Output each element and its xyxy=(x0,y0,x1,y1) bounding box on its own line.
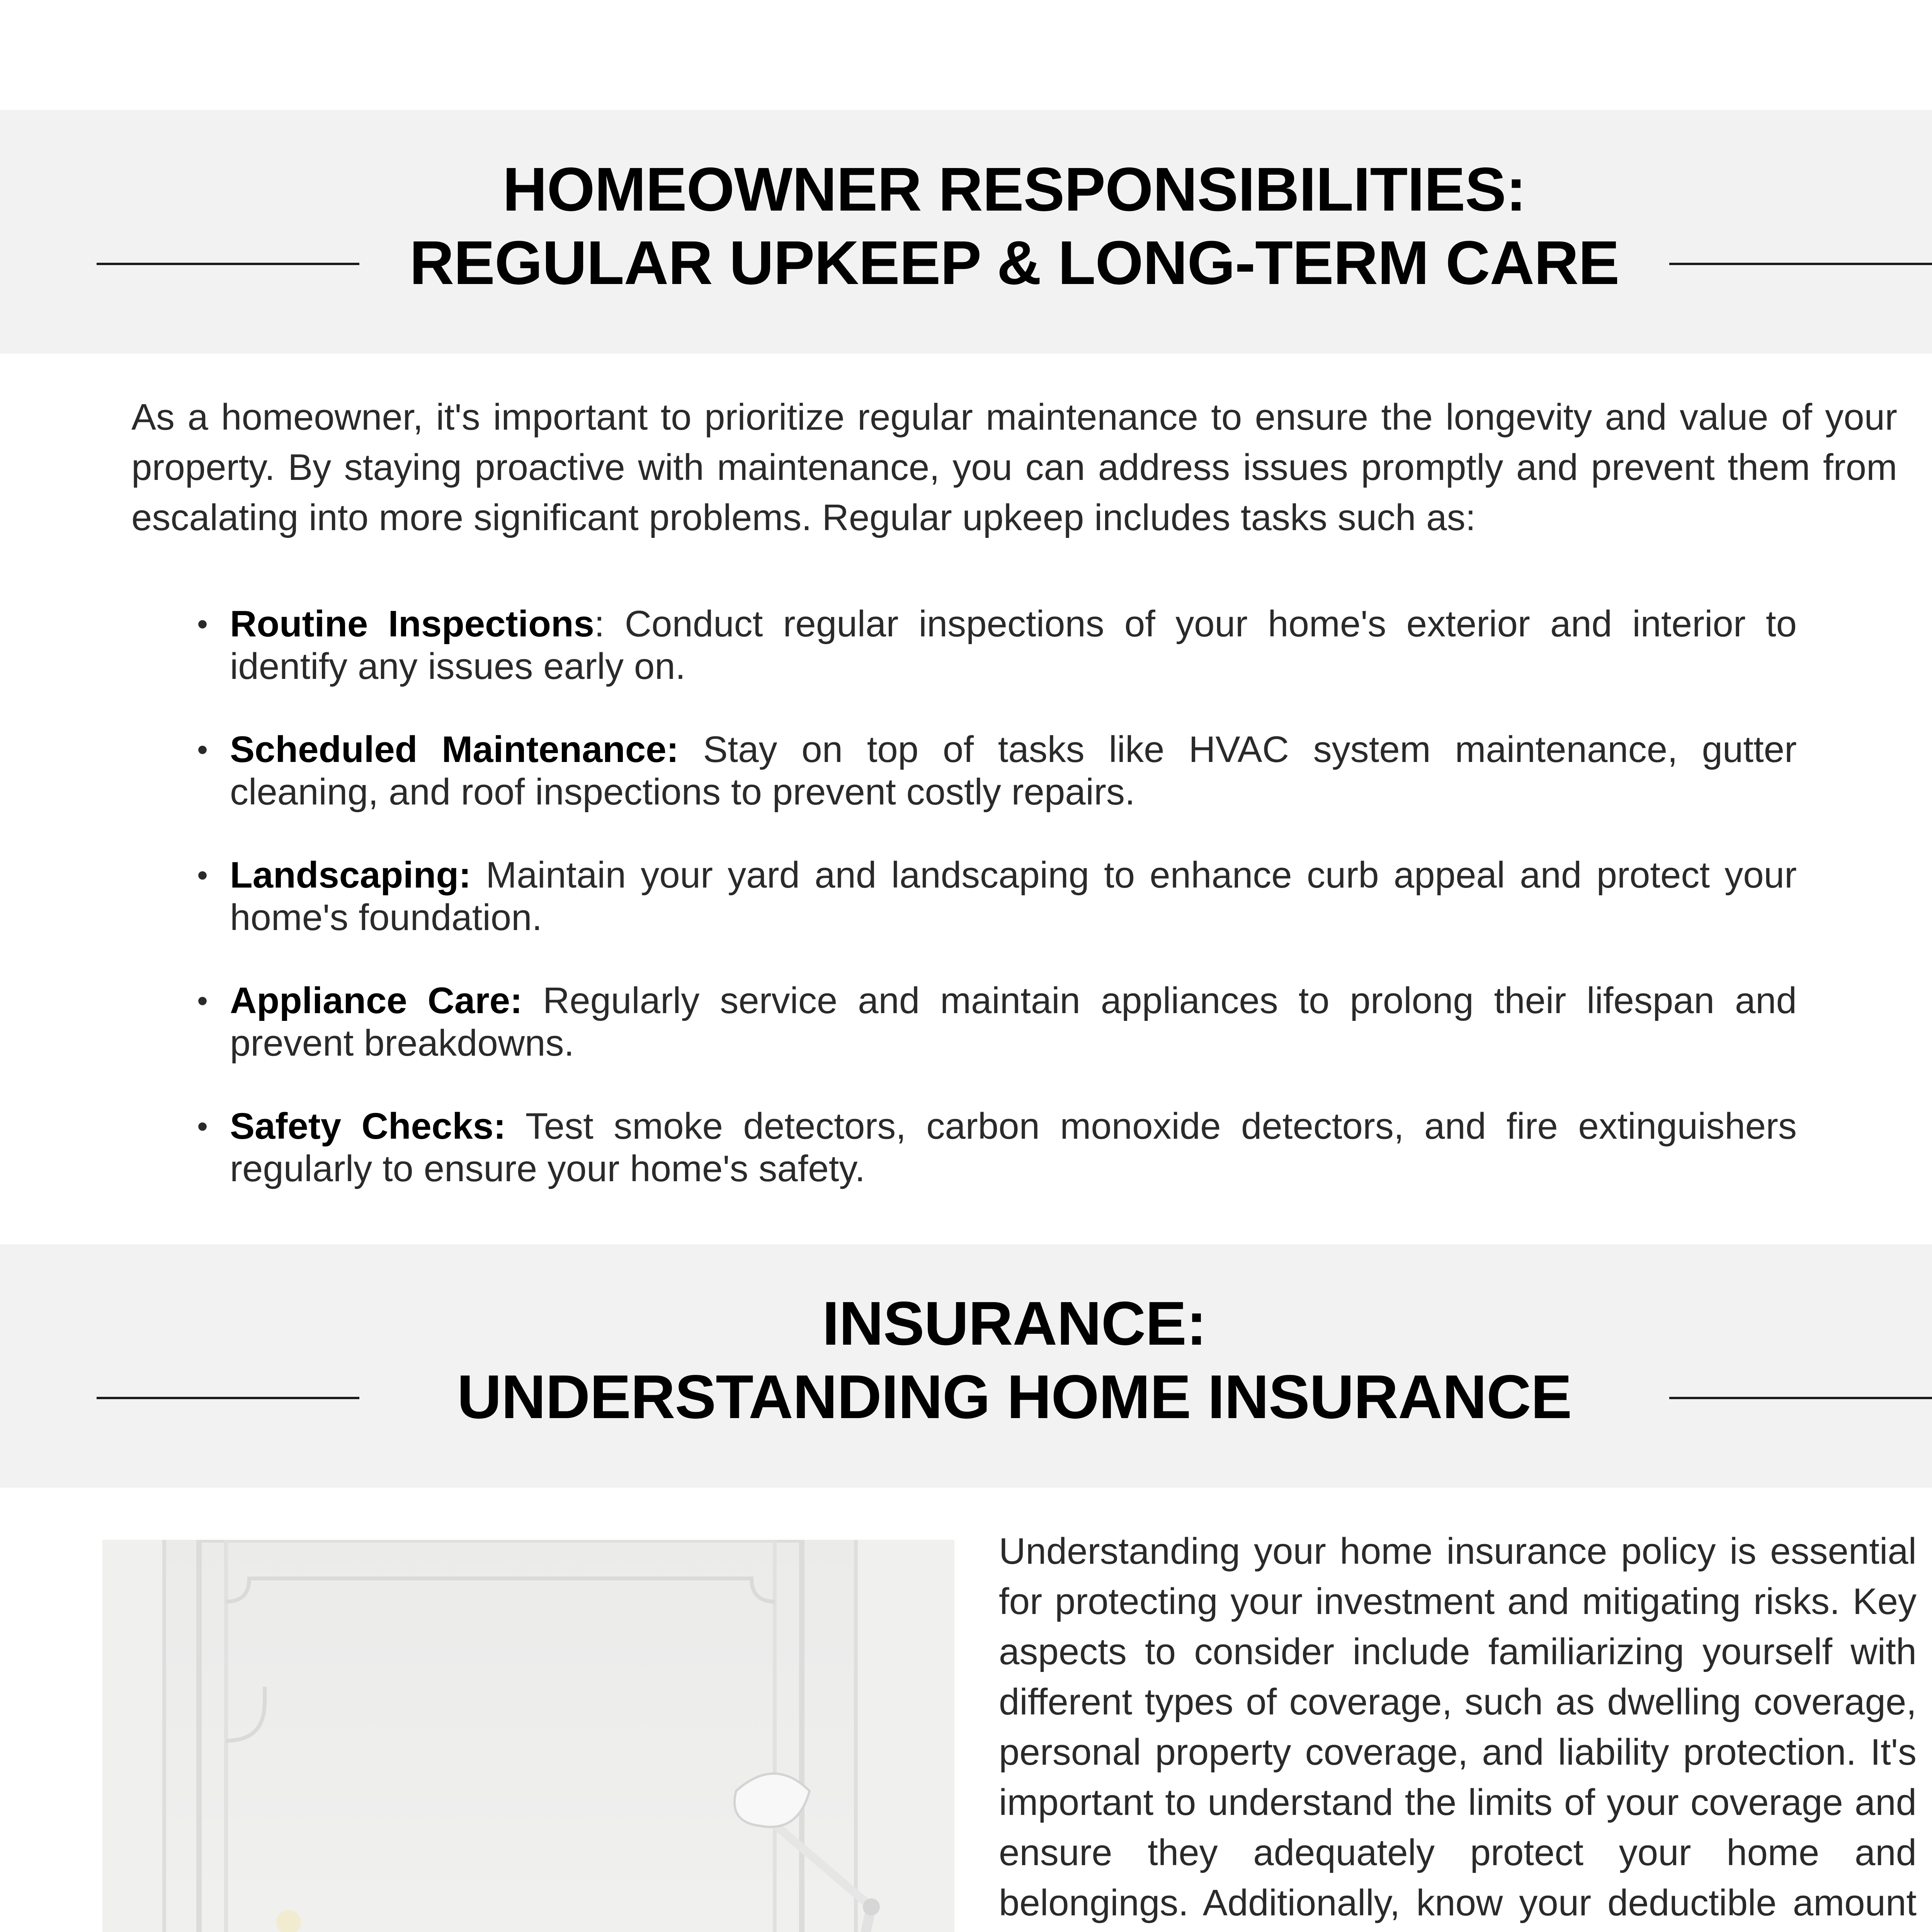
bullet-text: : Conduct regular inspections of your home's exterior and interior to identify any issues early on. xyxy=(230,603,1797,687)
section-header-maintenance xyxy=(0,110,1932,354)
list-item xyxy=(197,603,1797,688)
bullet-text: Stay on top of tasks like HVAC system maintenance, gutter cleaning, and roof inspections to prevent costly repairs. xyxy=(230,729,1797,813)
maintenance-task-list xyxy=(197,603,1797,1231)
section-title-line-2: REGULAR UPKEEP & LONG-TERM CARE xyxy=(409,228,1619,297)
insurance-paragraph: Understanding your home insurance policy is essential for protecting your investment and mitigating risks. Key aspects to consider include familiarizing yourself with different types of coverage, such as dwelling coverage, personal property coverage, and liability protection. It's important to understand the limits of your coverage and ensure they adequately protect your home and belongings. Additionally, know your deductible amount xyxy=(999,1531,1917,1923)
list-item xyxy=(197,1105,1797,1190)
section-title-line-1: INSURANCE: xyxy=(822,1289,1207,1358)
section-title-line-2: UNDERSTANDING HOME INSURANCE xyxy=(457,1362,1572,1431)
section-title-line-1: HOMEOWNER RESPONSIBILITIES: xyxy=(502,155,1526,224)
bullet-text: Regularly service and maintain appliances to prolong their lifespan and prevent breakdowns. xyxy=(230,980,1797,1064)
maintenance-intro-paragraph: As a homeowner, it's important to prioritize regular maintenance to ensure the longevity and value of your property. By staying proactive with maintenance, you can address issues promptly and prevent them from escalating into more significant problems. Regular upkeep includes tasks such as: xyxy=(131,396,1897,538)
bullet-term: Appliance Care: xyxy=(230,980,523,1021)
desk-laptop-photo xyxy=(102,1540,954,1932)
bullet-term: Safety Checks: xyxy=(230,1105,506,1147)
bullet-term: Landscaping: xyxy=(230,854,471,896)
bullet-text: Maintain your yard and landscaping to enhance curb appeal and protect your home's foundation. xyxy=(230,854,1797,938)
bullet-icon: • xyxy=(197,858,208,892)
section-header-insurance xyxy=(0,1244,1932,1488)
list-item xyxy=(197,980,1797,1065)
bullet-icon: • xyxy=(197,1109,208,1143)
list-item xyxy=(197,728,1797,813)
bullet-text: Test smoke detectors, carbon monoxide detectors, and fire extinguishers regularly to ensure your home's safety. xyxy=(230,1105,1797,1189)
bullet-term: Scheduled Maintenance: xyxy=(230,729,679,770)
bullet-icon: • xyxy=(197,607,208,641)
desk-scene-illustration xyxy=(102,1540,954,1932)
bullet-term: Routine Inspections xyxy=(230,603,594,645)
bullet-icon: • xyxy=(197,732,208,767)
bullet-icon: • xyxy=(197,983,208,1018)
list-item xyxy=(197,854,1797,939)
